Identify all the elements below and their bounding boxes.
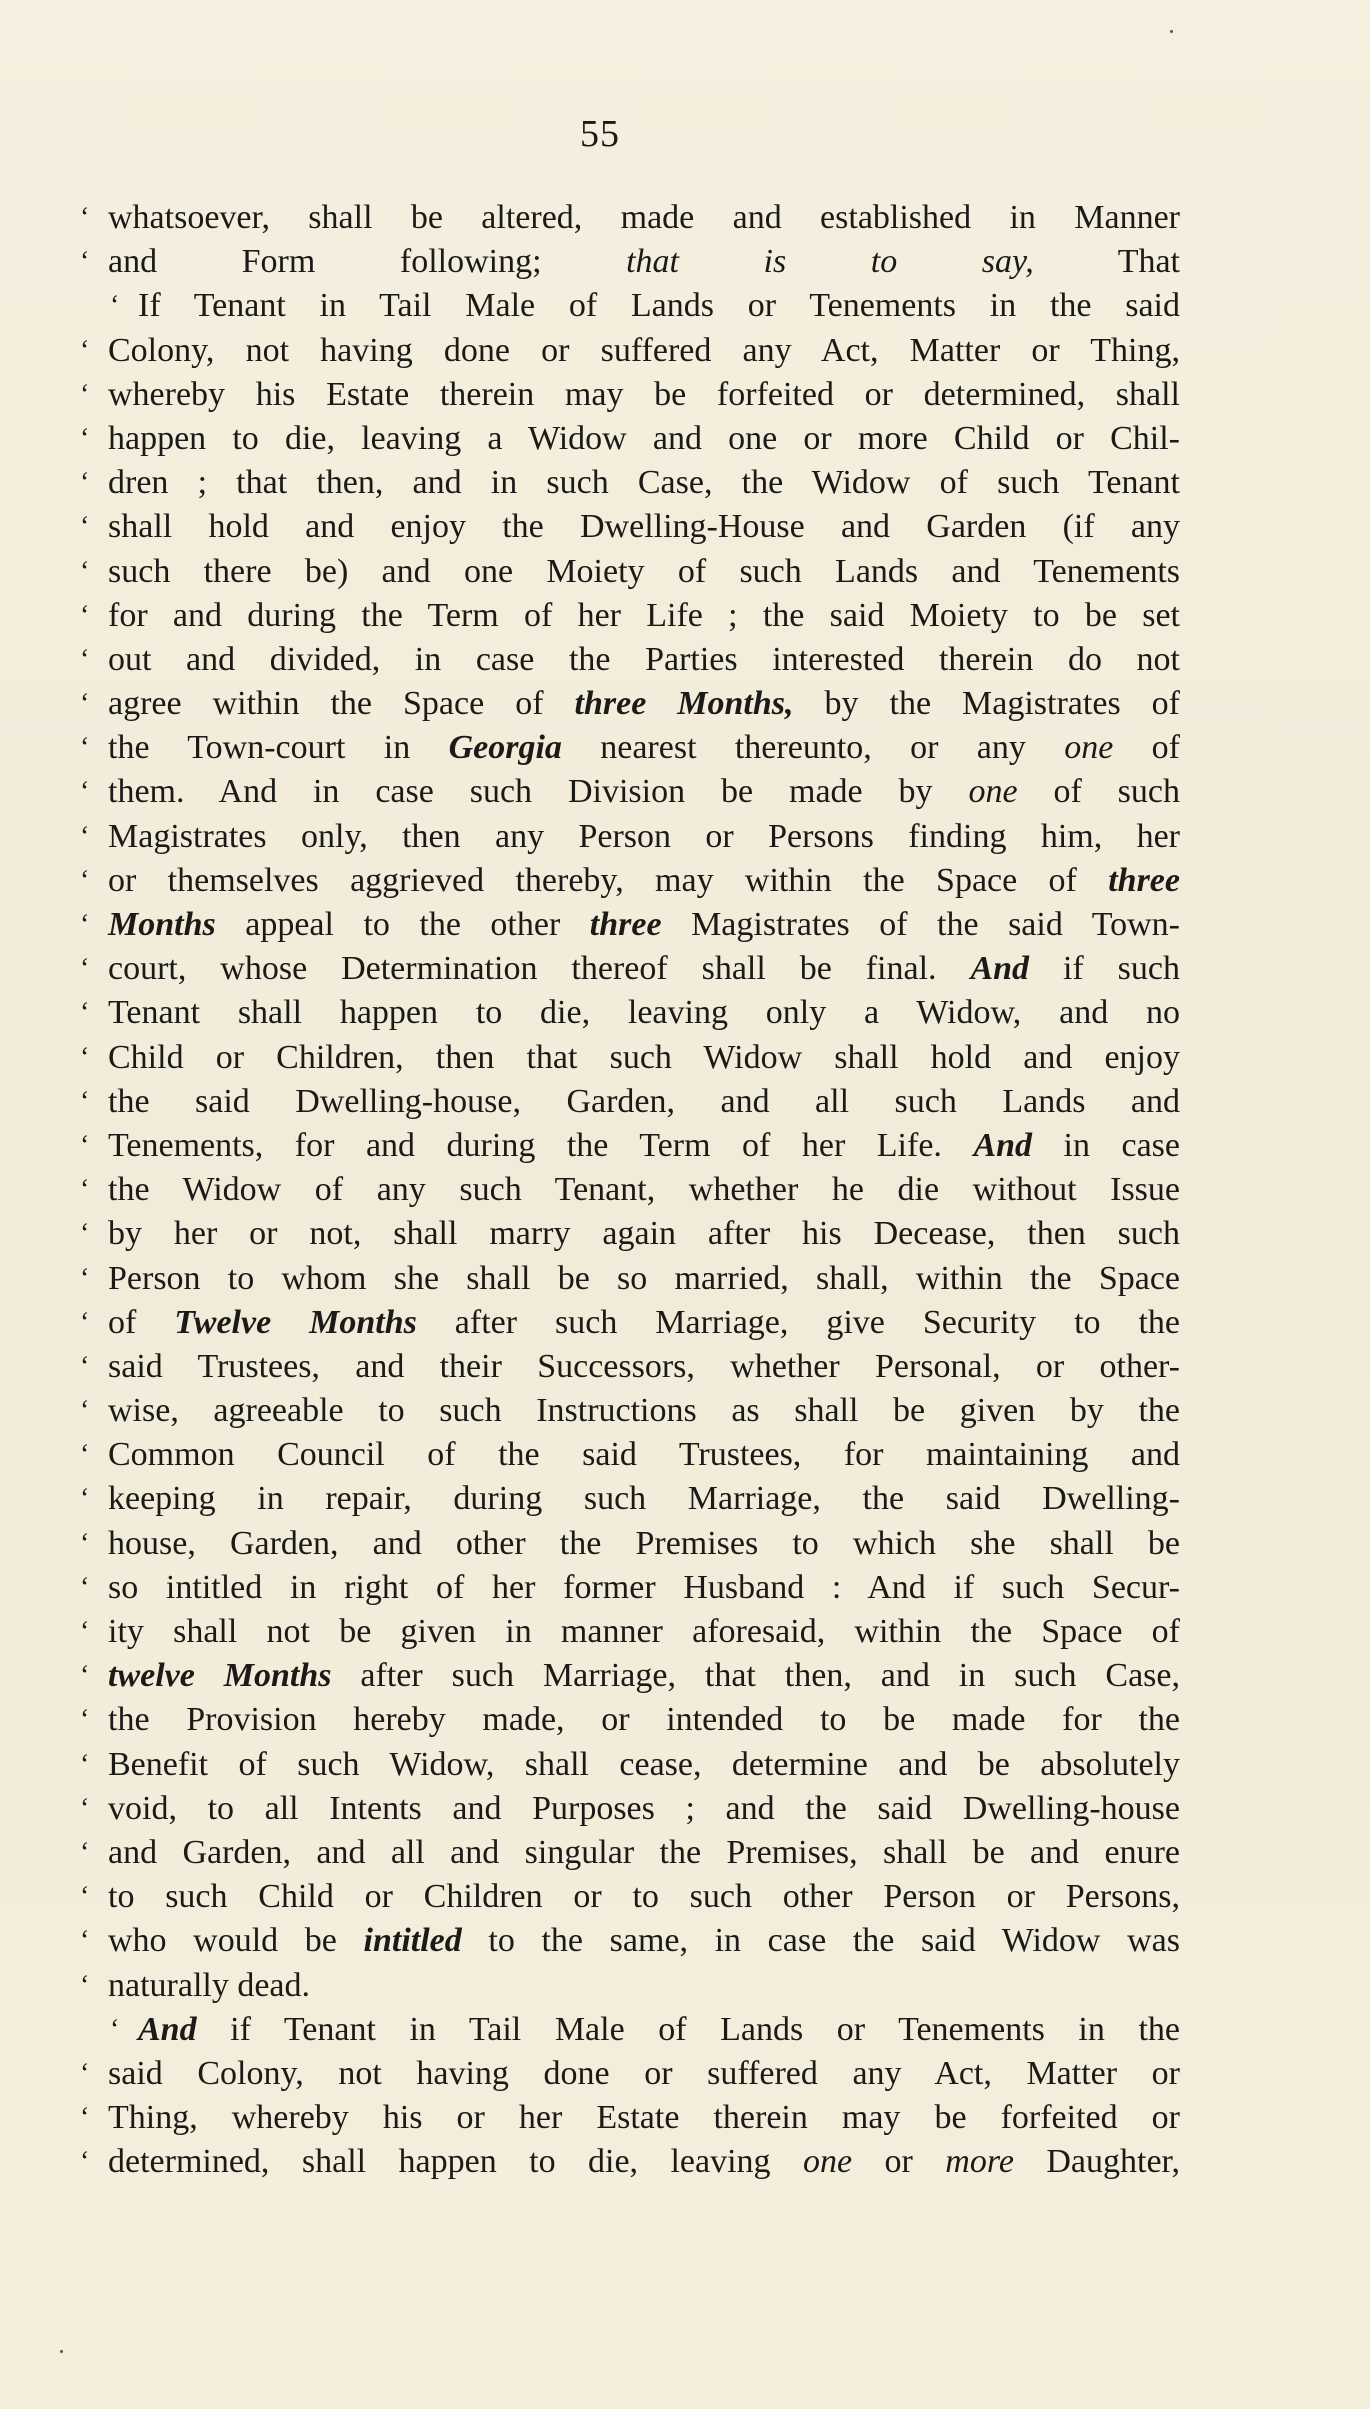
text-line	[80, 1743, 1180, 1787]
text-line	[80, 417, 1180, 461]
quote-mark: ‘	[80, 997, 90, 1029]
line-text	[108, 903, 1180, 947]
text-run: of such	[1017, 773, 1180, 811]
quote-mark: ‘	[80, 511, 90, 543]
body-text	[80, 196, 1180, 2184]
quote-mark: ‘	[80, 467, 90, 499]
line-text	[138, 284, 1180, 328]
line-text	[108, 682, 1180, 726]
text-run: agree within the Space of	[108, 685, 575, 723]
italic-phrase: Twelve Months	[174, 1303, 417, 1341]
quote-mark: ‘	[80, 1660, 90, 1692]
text-run: and Form following;	[108, 243, 627, 281]
italic-phrase: one	[1064, 729, 1114, 767]
text-run: Tenant shall happen to die, leaving only a Widow, and no	[108, 994, 1180, 1032]
text-run: Child or Children, then that such Widow shall hold and enjoy	[108, 1038, 1180, 1076]
line-text	[108, 461, 1180, 505]
text-run: Magistrates only, then any Person or Persons finding him, her	[108, 817, 1180, 855]
line-text	[108, 859, 1180, 903]
text-run: to such Child or Children or to such other Person or Persons,	[108, 1878, 1180, 1916]
italic-phrase: And	[138, 2010, 197, 2048]
line-text	[108, 770, 1180, 814]
text-line	[80, 196, 1180, 240]
line-text	[108, 1124, 1180, 1168]
text-run: Tenements, for and during the Term of her Life.	[108, 1126, 974, 1164]
line-text	[108, 240, 1180, 284]
quote-mark: ‘	[80, 1836, 90, 1868]
text-line	[80, 815, 1180, 859]
text-run: or	[852, 2143, 946, 2181]
text-run: for and during the Term of her Life ; the said Moiety to be set	[108, 596, 1180, 634]
line-text	[108, 1212, 1180, 1256]
text-run: the said Dwelling-house, Garden, and all such Lands and	[108, 1082, 1180, 1120]
text-run: such there be) and one Moiety of such Lands and Tenements	[108, 552, 1180, 590]
line-text	[108, 550, 1180, 594]
line-text	[108, 1919, 1180, 1963]
text-run: whereby his Estate therein may be forfeited or determined, shall	[108, 375, 1180, 413]
text-line	[80, 1301, 1180, 1345]
italic-phrase: twelve Months	[108, 1657, 332, 1695]
text-run: and Garden, and all and singular the Premises, shall be and enure	[108, 1833, 1180, 1871]
line-text	[108, 1168, 1180, 1212]
text-line	[80, 373, 1180, 417]
speck-mark	[1170, 30, 1173, 33]
text-line	[80, 2096, 1180, 2140]
text-line	[80, 1964, 1180, 2008]
line-text	[108, 638, 1180, 682]
quote-mark: ‘	[80, 1218, 90, 1250]
quote-mark: ‘	[80, 334, 90, 366]
text-line	[80, 1610, 1180, 1654]
text-run: in case	[1032, 1126, 1181, 1164]
quote-mark: ‘	[80, 1395, 90, 1427]
quote-mark: ‘	[80, 1129, 90, 1161]
text-line	[80, 638, 1180, 682]
text-line	[80, 2052, 1180, 2096]
text-run: That	[1033, 243, 1180, 281]
quote-mark: ‘	[80, 1041, 90, 1073]
italic-phrase: one	[968, 773, 1018, 811]
text-run: Benefit of such Widow, shall cease, determine and be absolutely	[108, 1745, 1180, 1783]
line-text	[108, 2052, 1180, 2096]
text-run: If Tenant in Tail Male of Lands or Tenements in the said	[138, 287, 1180, 325]
quote-mark: ‘	[80, 1483, 90, 1515]
quote-mark: ‘	[80, 776, 90, 808]
line-text	[108, 1831, 1180, 1875]
quote-mark: ‘	[80, 688, 90, 720]
text-run: them. And in case such Division be made by	[108, 773, 969, 811]
line-text	[108, 1698, 1180, 1742]
italic-phrase: one	[803, 2143, 853, 2181]
text-line	[80, 682, 1180, 726]
text-run: naturally dead.	[108, 1966, 311, 2004]
text-run: of	[1113, 729, 1181, 767]
quote-mark: ‘	[80, 1969, 90, 2001]
quote-mark: ‘	[80, 1571, 90, 1603]
quote-mark: ‘	[80, 1748, 90, 1780]
text-run: Magistrates of the said Town-	[661, 906, 1180, 943]
text-line	[80, 1477, 1180, 1521]
quote-mark: ‘	[80, 820, 90, 852]
line-text	[108, 1610, 1180, 1654]
text-line	[80, 1036, 1180, 1080]
text-line	[80, 1654, 1180, 1698]
speck-mark	[60, 2350, 63, 2353]
line-text	[108, 1389, 1180, 1433]
line-text	[108, 1875, 1180, 1919]
text-run: ity shall not be given in manner aforesaid, within the Space of	[108, 1613, 1180, 1650]
text-run: happen to die, leaving a Widow and one or more Child or Chil-	[108, 419, 1180, 457]
line-text	[108, 947, 1180, 991]
text-run: keeping in repair, during such Marriage, the said Dwelling-	[108, 1480, 1180, 1518]
text-run: or themselves aggrieved thereby, may within the Space of	[108, 861, 1109, 899]
text-line	[80, 1566, 1180, 1610]
quote-mark: ‘	[80, 732, 90, 764]
text-line	[80, 1787, 1180, 1831]
quote-mark: ‘	[80, 599, 90, 631]
text-run: determined, shall happen to die, leaving	[108, 2143, 803, 2181]
text-line	[80, 1433, 1180, 1477]
quote-mark: ‘	[110, 2013, 120, 2045]
quote-mark: ‘	[80, 909, 90, 940]
text-line	[80, 1698, 1180, 1742]
text-run: the Town-court in	[108, 729, 449, 767]
text-run: dren ; that then, and in such Case, the Widow of such Tenant	[108, 464, 1180, 502]
text-line	[80, 1831, 1180, 1875]
text-run: said Colony, not having done or suffered any Act, Matter or	[108, 2054, 1180, 2092]
quote-mark: ‘	[80, 1085, 90, 1117]
italic-phrase: intitled	[363, 1922, 462, 1960]
text-run: appeal to the other	[215, 906, 590, 943]
italic-phrase: Months	[108, 906, 216, 943]
text-line	[80, 461, 1180, 505]
text-run: wise, agreeable to such Instructions as shall be given by the	[108, 1392, 1180, 1430]
text-line	[80, 859, 1180, 903]
quote-mark: ‘	[80, 1439, 90, 1471]
text-line	[80, 2008, 1180, 2052]
text-run: to the same, in case the said Widow was	[461, 1922, 1180, 1960]
quote-mark: ‘	[80, 1350, 90, 1382]
quote-mark: ‘	[80, 555, 90, 587]
italic-phrase: three Months,	[574, 685, 794, 723]
quote-mark: ‘	[80, 864, 90, 896]
text-run: whatsoever, shall be altered, made and established in Manner	[108, 199, 1180, 236]
line-text	[108, 1743, 1180, 1787]
line-text	[108, 1477, 1180, 1521]
quote-mark: ‘	[80, 1174, 90, 1206]
line-text	[108, 329, 1180, 373]
text-line	[80, 726, 1180, 770]
text-line	[80, 1257, 1180, 1301]
line-text	[108, 1787, 1180, 1831]
text-run: the Provision hereby made, or intended to be made for the	[108, 1701, 1180, 1739]
line-text	[108, 594, 1180, 638]
quote-mark: ‘	[80, 953, 90, 985]
text-line	[80, 240, 1180, 284]
line-text	[108, 2140, 1180, 2184]
quote-mark: ‘	[80, 1616, 90, 1647]
text-run: by her or not, shall marry again after his Decease, then such	[108, 1215, 1180, 1253]
line-text	[108, 815, 1180, 859]
text-line	[80, 991, 1180, 1035]
text-run: shall hold and enjoy the Dwelling-House and Garden (if any	[108, 508, 1180, 546]
quote-mark: ‘	[80, 1262, 90, 1294]
italic-phrase: three	[589, 906, 662, 943]
text-run: out and divided, in case the Parties interested therein do not	[108, 640, 1180, 678]
text-run: court, whose Determination thereof shall be final.	[108, 950, 971, 988]
text-line	[80, 770, 1180, 814]
text-line	[80, 2140, 1180, 2184]
text-line	[80, 1124, 1180, 1168]
text-run: Daughter,	[1013, 2143, 1180, 2181]
text-run: Common Council of the said Trustees, for maintaining and	[108, 1436, 1180, 1474]
text-line	[80, 550, 1180, 594]
text-run: after such Marriage, give Security to the	[416, 1303, 1180, 1341]
quote-mark: ‘	[80, 2102, 90, 2134]
text-line	[80, 594, 1180, 638]
text-line	[80, 329, 1180, 373]
text-run: void, to all Intents and Purposes ; and the said Dwelling-house	[108, 1789, 1180, 1827]
text-run: so intitled in right of her former Husband : And if such Secur-	[108, 1568, 1180, 1606]
text-run: nearest thereunto, or any	[561, 729, 1065, 767]
quote-mark: ‘	[80, 2057, 90, 2089]
line-text	[108, 1522, 1180, 1566]
text-line	[80, 1389, 1180, 1433]
italic-phrase: more	[945, 2143, 1014, 2181]
text-line	[80, 1080, 1180, 1124]
line-text	[108, 1301, 1180, 1345]
text-line	[80, 1919, 1180, 1963]
text-run: Thing, whereby his or her Estate therein may be forfeited or	[108, 2099, 1180, 2137]
text-line	[80, 1212, 1180, 1256]
line-text	[108, 1433, 1180, 1477]
line-text	[108, 1654, 1180, 1698]
line-text	[138, 2008, 1180, 2052]
italic-phrase: three	[1108, 861, 1180, 899]
italic-phrase: that is to say,	[626, 243, 1034, 281]
quote-mark: ‘	[80, 202, 90, 233]
text-line	[80, 284, 1180, 328]
line-text	[108, 726, 1180, 770]
text-line	[80, 505, 1180, 549]
italic-phrase: Georgia	[448, 729, 562, 767]
line-text	[108, 373, 1180, 417]
text-line	[80, 1522, 1180, 1566]
text-line	[80, 903, 1180, 947]
text-run: after such Marriage, that then, and in such Case,	[331, 1657, 1180, 1695]
text-line	[80, 1875, 1180, 1919]
quote-mark: ‘	[80, 643, 90, 675]
text-line	[80, 947, 1180, 991]
quote-mark: ‘	[80, 378, 90, 410]
line-text	[108, 1566, 1180, 1610]
quote-mark: ‘	[110, 290, 120, 322]
quote-mark: ‘	[80, 422, 90, 454]
quote-mark: ‘	[80, 1306, 90, 1338]
line-text	[108, 1080, 1180, 1124]
line-text	[108, 505, 1180, 549]
text-line	[80, 1168, 1180, 1212]
quote-mark: ‘	[80, 1527, 90, 1559]
text-run: by the Magistrates of	[793, 685, 1180, 723]
text-run: if Tenant in Tail Male of Lands or Tenements in the	[196, 2010, 1180, 2048]
line-text	[108, 1257, 1180, 1301]
text-run: who would be	[108, 1922, 364, 1960]
line-text	[108, 1036, 1180, 1080]
italic-phrase: And	[970, 950, 1030, 988]
line-text	[108, 2096, 1180, 2140]
quote-mark: ‘	[80, 1792, 90, 1824]
quote-mark: ‘	[80, 246, 90, 278]
line-text	[108, 1964, 1180, 2008]
text-run: if such	[1029, 950, 1181, 988]
page-number: 55	[580, 113, 620, 155]
text-line	[80, 1345, 1180, 1389]
quote-mark: ‘	[80, 2146, 90, 2178]
quote-mark: ‘	[80, 1881, 90, 1913]
line-text	[108, 991, 1180, 1035]
quote-mark: ‘	[80, 1925, 90, 1957]
text-run: of	[108, 1303, 175, 1341]
quote-mark: ‘	[80, 1704, 90, 1736]
line-text	[108, 1345, 1180, 1389]
text-run: the Widow of any such Tenant, whether he die without Issue	[108, 1171, 1180, 1209]
text-run: Colony, not having done or suffered any Act, Matter or Thing,	[108, 331, 1180, 369]
text-run: house, Garden, and other the Premises to which she shall be	[108, 1524, 1180, 1562]
italic-phrase: And	[973, 1126, 1033, 1164]
text-run: said Trustees, and their Successors, whether Personal, or other-	[108, 1347, 1180, 1385]
line-text	[108, 196, 1180, 240]
line-text	[108, 417, 1180, 461]
text-run: Person to whom she shall be so married, shall, within the Space	[108, 1259, 1180, 1297]
